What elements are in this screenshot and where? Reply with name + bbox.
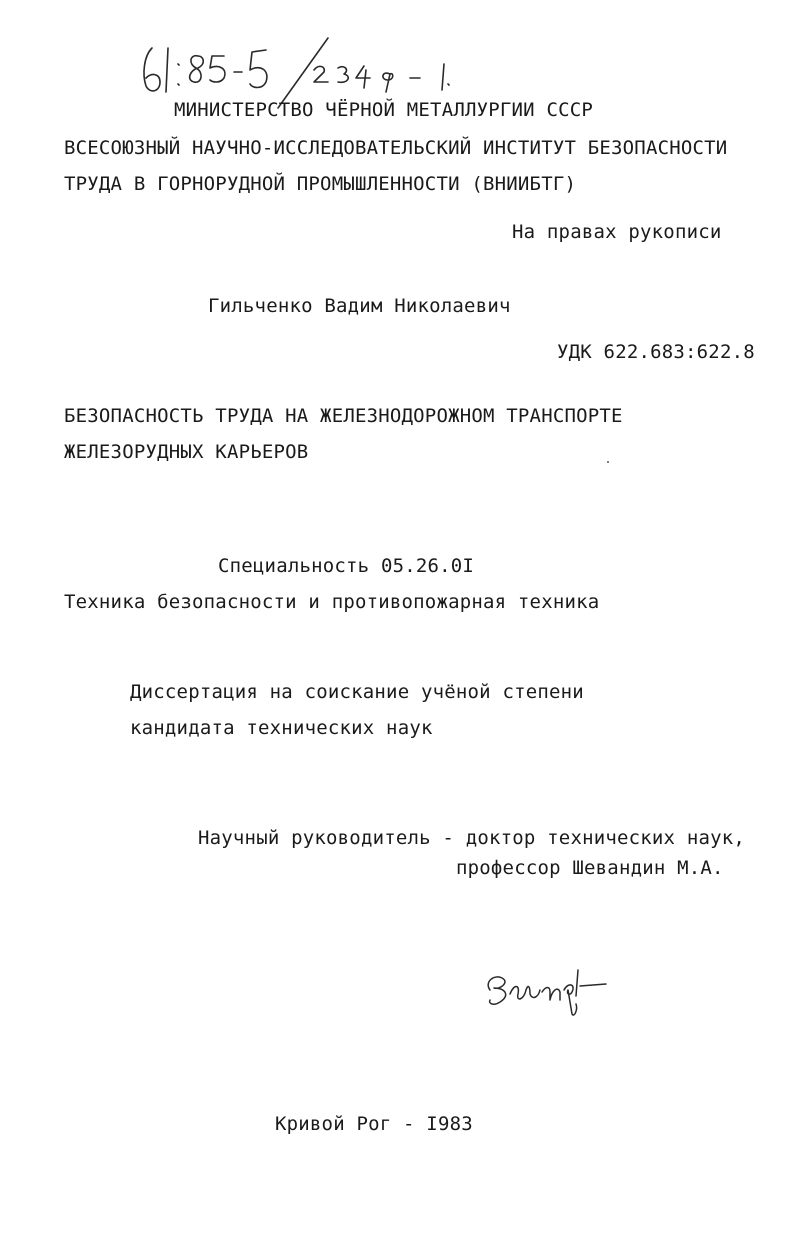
- specialty-code: Специальность 05.26.0I: [218, 555, 475, 577]
- dissertation-line2: кандидата технических наук: [130, 717, 433, 739]
- udc-code: УДК 622.683:622.8: [557, 341, 755, 363]
- supervisor-line2: профессор Шевандин М.А.: [456, 857, 724, 879]
- manuscript-rights: На правах рукописи: [512, 221, 722, 243]
- paper-speck: [607, 461, 609, 463]
- place-and-year: Кривой Рог - I983: [275, 1113, 473, 1135]
- thesis-title-line2: ЖЕЛЕЗОРУДНЫХ КАРЬЕРОВ: [64, 441, 309, 463]
- thesis-title-line1: БЕЗОПАСНОСТЬ ТРУДА НА ЖЕЛЕЗНОДОРОЖНОМ ТРАНСПОРТЕ: [64, 405, 623, 427]
- institute-name-line1: ВСЕСОЮЗНЫЙ НАУЧНО-ИССЛЕДОВАТЕЛЬСКИЙ ИНСТИТУТ БЕЗОПАСНОСТИ: [64, 137, 728, 159]
- ministry-name: МИНИСТЕРСТВО ЧЁРНОЙ МЕТАЛЛУРГИИ СССР: [174, 99, 594, 121]
- author-signature: [480, 960, 615, 1020]
- dissertation-line1: Диссертация на соискание учёной степени: [130, 681, 584, 703]
- author-name: Гильченко Вадим Николаевич: [208, 295, 511, 317]
- supervisor-line1: Научный руководитель - доктор технических наук,: [198, 827, 746, 849]
- specialty-name: Техника безопасности и противопожарная техника: [64, 591, 600, 613]
- institute-name-line2: ТРУДА В ГОРНОРУДНОЙ ПРОМЫШЛЕННОСТИ (ВНИИБТГ): [64, 173, 577, 195]
